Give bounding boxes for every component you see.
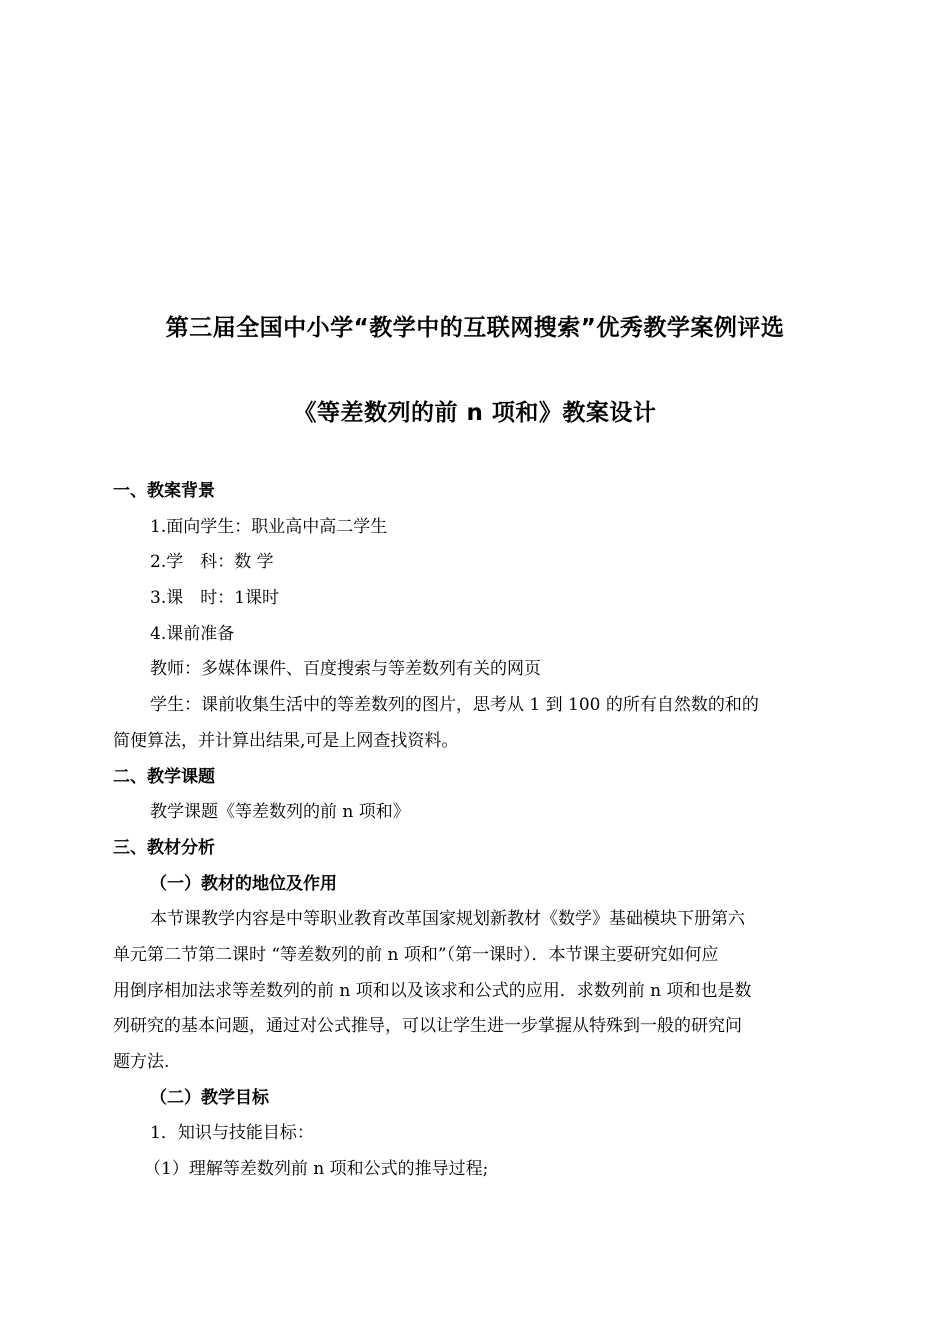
document-title: 第三届全国中小学“教学中的互联网搜索”优秀教学案例评选 [165, 315, 785, 341]
section-heading-analysis: 三、教材分析 [113, 837, 215, 858]
student-preparation-line1: 学生：课前收集生活中的等差数列的图片，思考从 1 到 100 的所有自然数的和的 [150, 695, 759, 716]
document-subtitle: 《等差数列的前 n 项和》教案设计 [293, 400, 657, 426]
subsection-heading-goals: （二）教学目标 [150, 1087, 269, 1108]
analysis-paragraph-line2: 单元第二节第二课时 “等差数列的前 n 项和”（第一课时）．本节课主要研究如何应 [113, 944, 719, 965]
analysis-paragraph-line1: 本节课教学内容是中等职业教育改革国家规划新教材《数学》基础模块下册第六 [150, 909, 745, 930]
list-item-duration: 3.课 时：1课时 [150, 588, 280, 609]
list-item-subject: 2.学 科：数 学 [150, 552, 274, 573]
analysis-paragraph-line3: 用倒序相加法求等差数列的前 n 项和以及该求和公式的应用．求数列前 n 项和也是数 [113, 980, 752, 1001]
analysis-paragraph-line4: 列研究的基本问题，通过对公式推导，可以让学生进一步掌握从特殊到一般的研究问 [113, 1016, 742, 1037]
section-heading-background: 一、教案背景 [113, 481, 215, 501]
document-body [113, 474, 837, 1188]
section-heading-topic: 二、教学课题 [113, 766, 215, 787]
teaching-topic: 教学课题《等差数列的前 n 项和》 [150, 802, 410, 823]
list-item-preparation: 4.课前准备 [150, 623, 235, 644]
list-item-students: 1.面向学生：职业高中高二学生 [150, 516, 388, 537]
teacher-preparation: 教师：多媒体课件、百度搜索与等差数列有关的网页 [150, 659, 541, 680]
goal-knowledge-skills: 1．知识与技能目标： [150, 1123, 314, 1144]
goal-item-1: （1）理解等差数列前 n 项和公式的推导过程; [144, 1159, 489, 1180]
subsection-heading-role: （一）教材的地位及作用 [150, 873, 337, 894]
student-preparation-line2: 简便算法，并计算出结果,可是上网查找资料。 [113, 730, 459, 751]
analysis-paragraph-line5: 题方法. [113, 1052, 170, 1072]
